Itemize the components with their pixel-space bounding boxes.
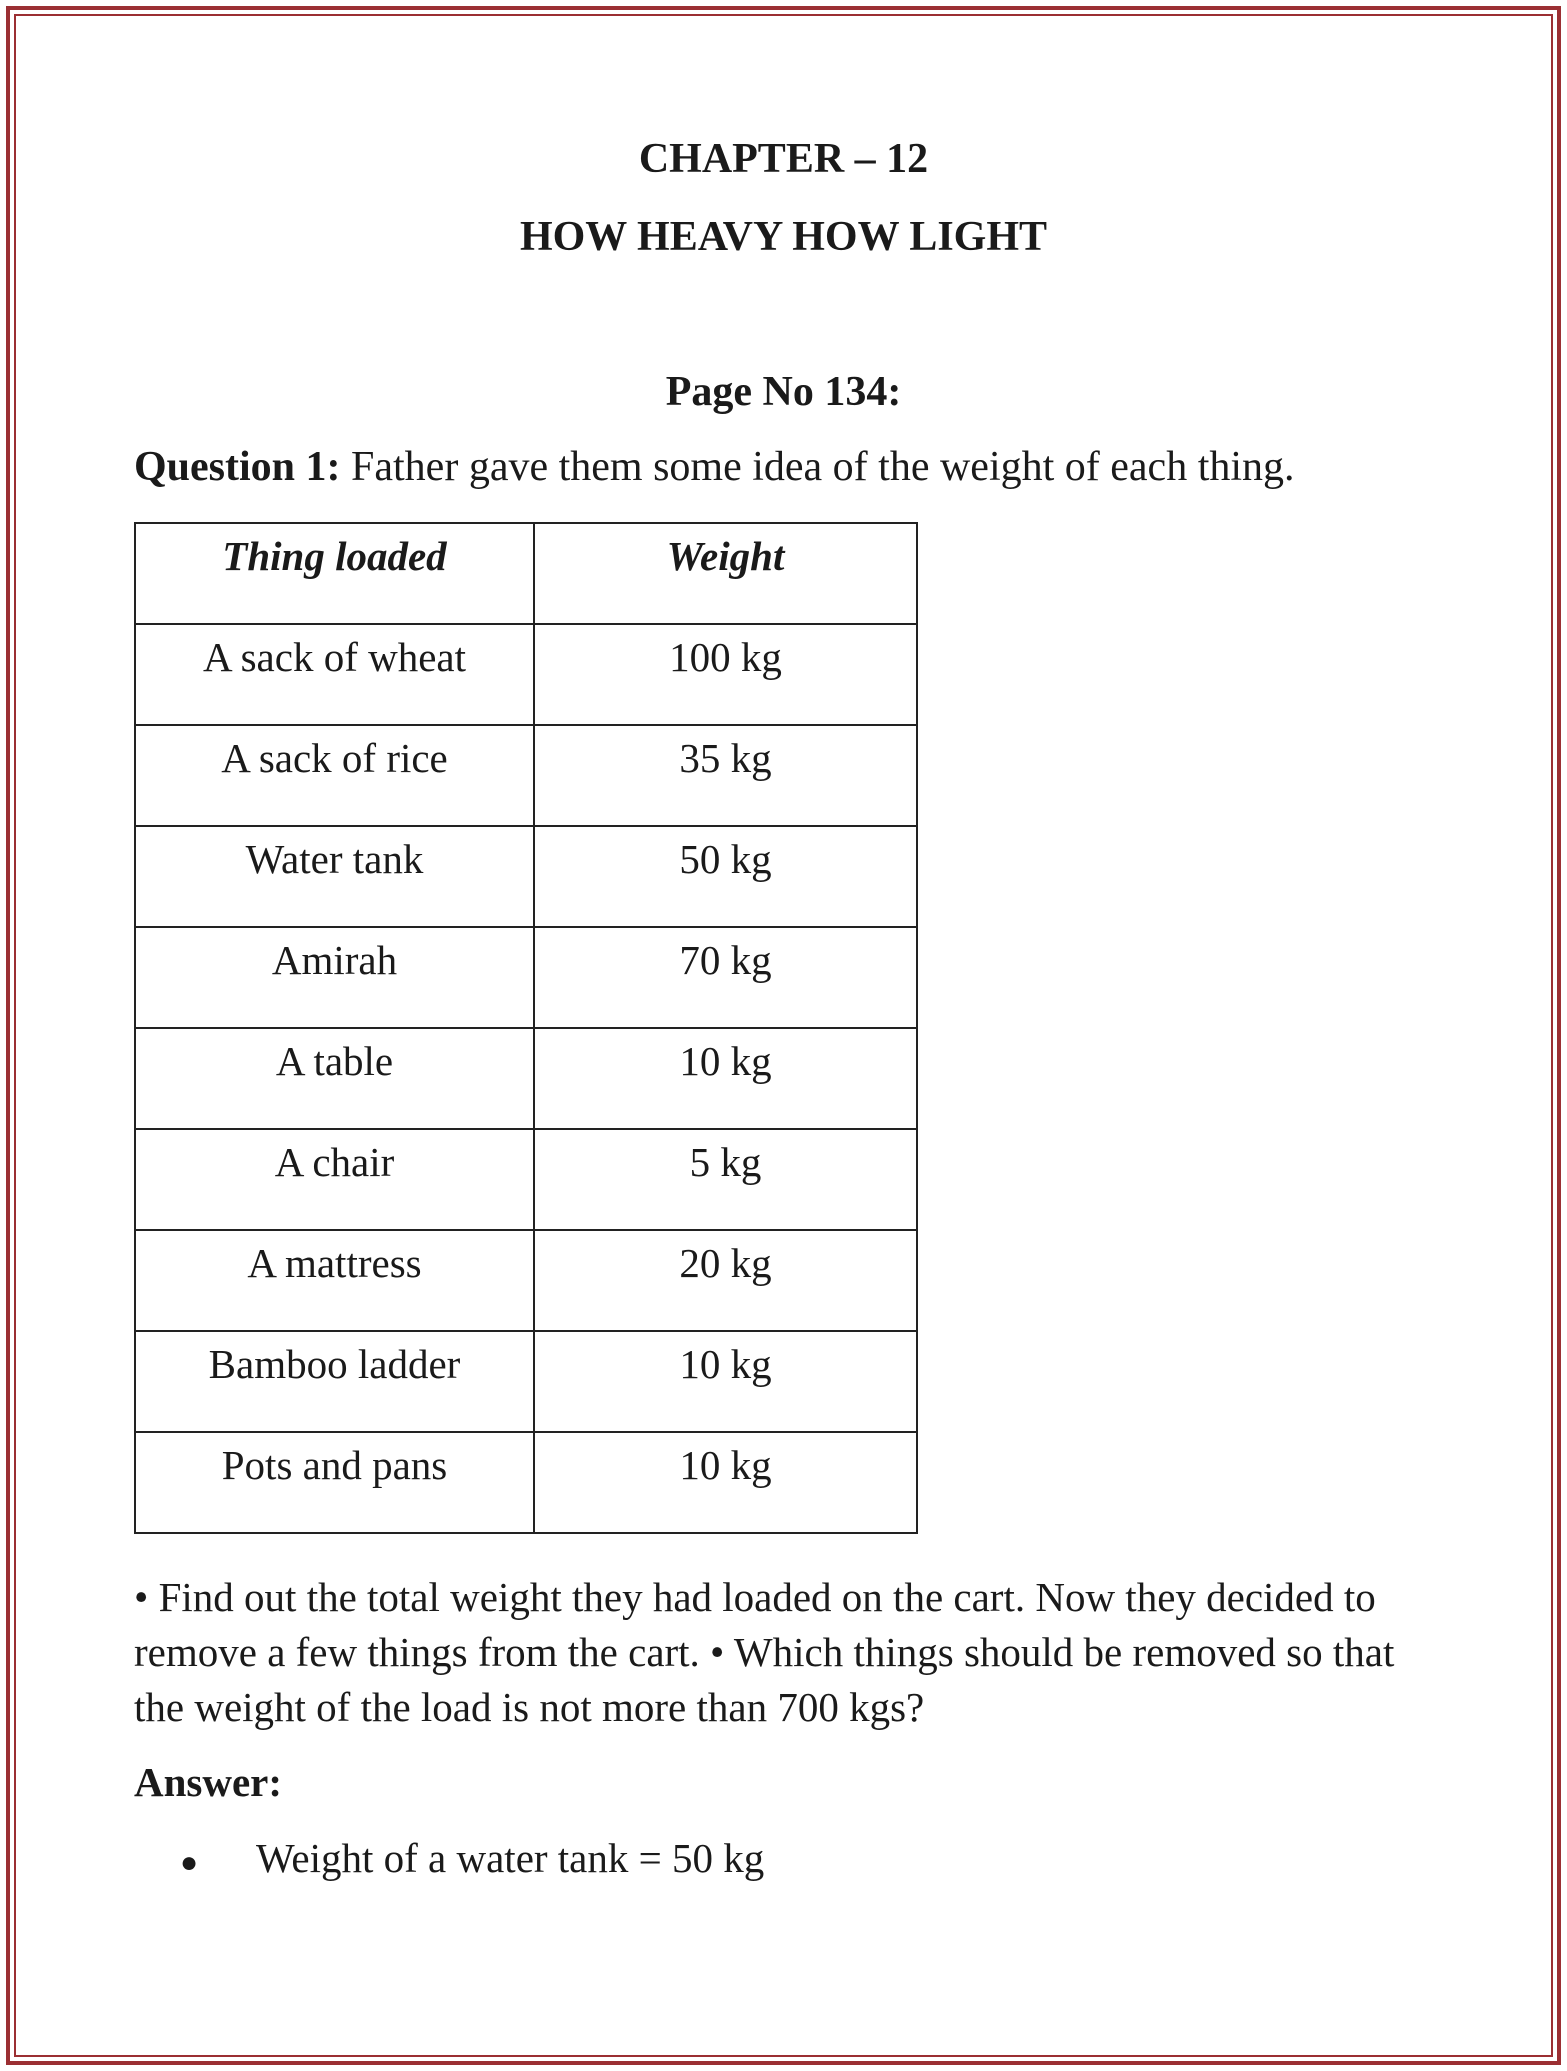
table-row [135, 826, 917, 927]
table-row [135, 1028, 917, 1129]
answer-list [180, 1834, 764, 1882]
list-item [180, 1834, 764, 1882]
page-number: Page No 134: [665, 369, 902, 415]
header-weight: Weight [534, 523, 917, 624]
answer-item-text: Weight of a water tank = 50 kg [256, 1835, 765, 1881]
cell-thing: A chair [135, 1129, 534, 1230]
cell-weight: 10 kg [534, 1028, 917, 1129]
table-row [135, 624, 917, 725]
cell-thing: Bamboo ladder [135, 1331, 534, 1432]
cell-weight: 70 kg [534, 927, 917, 1028]
cell-thing: A mattress [135, 1230, 534, 1331]
cell-weight: 5 kg [534, 1129, 917, 1230]
bullet-icon: ● [180, 1845, 199, 1879]
cell-weight: 100 kg [534, 624, 917, 725]
cell-thing: A sack of wheat [135, 624, 534, 725]
cell-thing: Amirah [135, 927, 534, 1028]
chapter-number: CHAPTER – 12 [638, 136, 929, 182]
chapter-title: HOW HEAVY HOW LIGHT [519, 214, 1048, 260]
table-row [135, 1432, 917, 1533]
question-1 [134, 443, 1295, 491]
table-row [135, 1129, 917, 1230]
table-row [135, 725, 917, 826]
cell-thing: Water tank [135, 826, 534, 927]
question-label: Question 1: [134, 444, 341, 490]
question-text: Father gave them some idea of the weight of each thing. [340, 444, 1295, 490]
weights-table [134, 522, 918, 1534]
cell-weight: 35 kg [534, 725, 917, 826]
question-instructions: • Find out the total weight they had loaded on the cart. Now they decided to remove a few things from the cart. • Which things should be removed so that the weight of the load is not more than 700 kgs? [134, 1574, 1395, 1730]
table-row [135, 1230, 917, 1331]
cell-thing: A sack of rice [135, 725, 534, 826]
cell-weight: 10 kg [534, 1432, 917, 1533]
cell-weight: 50 kg [534, 826, 917, 927]
cell-weight: 10 kg [534, 1331, 917, 1432]
table-header-row [135, 523, 917, 624]
answer-label: Answer: [134, 1759, 283, 1805]
cell-thing: Pots and pans [135, 1432, 534, 1533]
cell-thing: A table [135, 1028, 534, 1129]
cell-weight: 20 kg [534, 1230, 917, 1331]
table-row [135, 1331, 917, 1432]
table-row [135, 927, 917, 1028]
header-thing-loaded: Thing loaded [135, 523, 534, 624]
